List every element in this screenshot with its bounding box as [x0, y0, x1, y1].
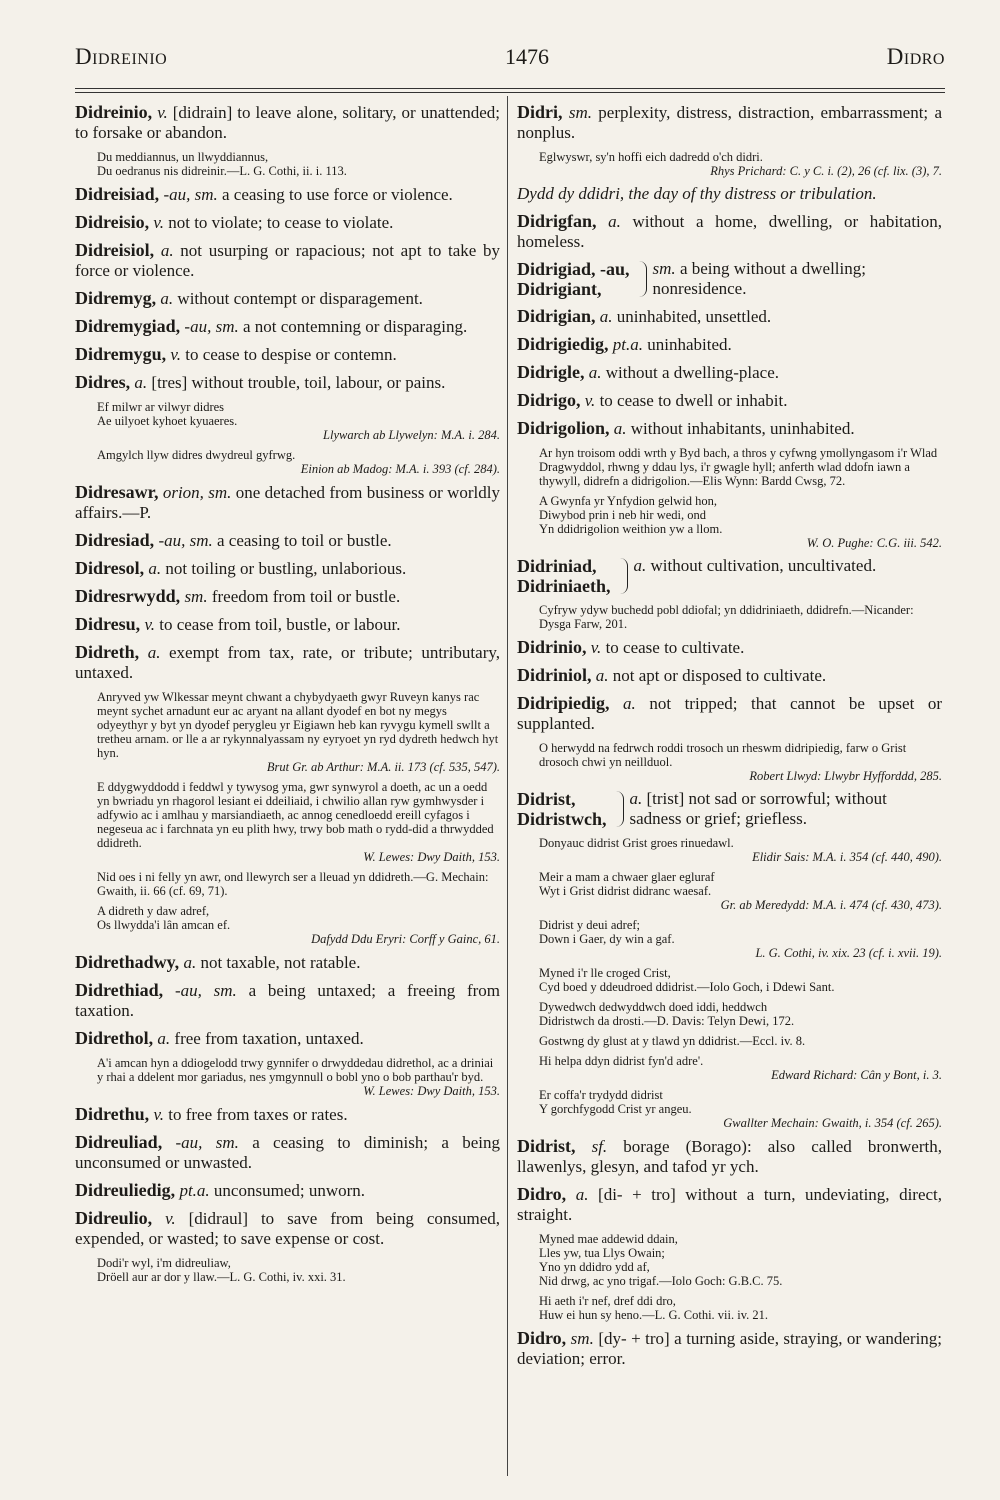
quote-line: Dodi'r wyl, i'm didreuliaw,: [97, 1256, 231, 1270]
grammar: v.: [157, 103, 168, 122]
definition: to cease to cultivate.: [605, 638, 745, 657]
entry: [75, 642, 500, 683]
page-number: 1476: [504, 44, 549, 69]
entry: [517, 665, 942, 686]
grammar: pt.a.: [179, 1181, 210, 1200]
entry: [75, 1028, 500, 1049]
definition: a ceasing to diminish; a being unconsumed or unwasted.: [75, 1133, 500, 1172]
headword: Didresu,: [75, 614, 141, 634]
headword: Didreinio,: [75, 102, 153, 122]
quote-line: Hi helpa ddyn didrist fyn'd adre'.: [539, 1054, 704, 1068]
headword: Didriniaeth,: [517, 576, 611, 596]
definition: not apt or disposed to cultivate.: [612, 666, 827, 685]
grammar: sm.: [184, 587, 208, 606]
grammar: a.: [629, 789, 643, 808]
definition: not to violate; to cease to violate.: [168, 213, 394, 232]
quote-line: Didrist y deui adref;: [539, 918, 641, 932]
entry: [75, 1208, 500, 1249]
quote-line: Ae uilyoet kyhoet kyuaeres.: [97, 414, 238, 428]
headword: Didresawr,: [75, 482, 159, 502]
entry: [517, 102, 942, 143]
headword: Didriniol,: [517, 665, 592, 685]
paired-entry: [517, 556, 942, 596]
quote-source: Dafydd Ddu Eryri: Corff y Gainc, 61.: [311, 932, 500, 946]
quote-source: L. G. Cothi, iv. xix. 23 (cf. i. xvii. 19).: [755, 946, 942, 960]
definition: freedom from toil or bustle.: [211, 587, 401, 606]
headword: Didrethadwy,: [75, 952, 180, 972]
entry: [75, 1180, 500, 1201]
definition: without inhabitants, uninhabited.: [630, 419, 855, 438]
quotation: [97, 400, 500, 442]
entry: [75, 344, 500, 365]
quote-line: Diwybod prin i neb hir wedi, ond: [539, 508, 706, 522]
quote-source: Elidir Sais: M.A. i. 354 (cf. 440, 490).: [752, 850, 942, 864]
definition: a being untaxed; a freeing from taxation.: [75, 981, 500, 1020]
brace: [611, 791, 624, 827]
quote-line: Myned i'r lle croged Crist,: [539, 966, 671, 980]
grammar: a.: [134, 373, 148, 392]
quote-source: W. Lewes: Dwy Daith, 153.: [363, 850, 500, 864]
quote-line: Eglwyswr, sy'n hoffi eich dadredd o'ch didri.: [539, 150, 763, 164]
grammar: v.: [584, 391, 596, 410]
quote-text: E ddygwyddodd i feddwl y tywysog yma, gwr synwyrol a doeth, ac un a oedd yn bwriadu yn rhagorol lesiant ei ddeiliaid, i chwilio allan ryw gymhwysder i adfywio ac i amlhau y marsiandiaeth, ac annog cenedloedd ereill cyfagos i negeseua ac i farchnata yn eu plith hwy, trwy bob math o rydd-did a thrwydded ddidreth.: [97, 780, 494, 850]
quote-source: W. O. Pughe: C.G. iii. 542.: [806, 536, 942, 550]
headword: Didrethol,: [75, 1028, 154, 1048]
headword: Didremygiad,: [75, 316, 181, 336]
definition: to cease to despise or contemn.: [185, 345, 397, 364]
grammar: a.: [157, 1029, 171, 1048]
headword: Didrigle,: [517, 362, 585, 382]
grammar: a.: [595, 666, 609, 685]
definition: borage (Borago): also called bronwerth, llawenlys, glesyn, and tafod yr ych.: [517, 1137, 942, 1176]
definition: [trist] not sad or sorrowful; without sadness or grief; griefless.: [629, 789, 887, 828]
quote-line: Yno yn ddidro ydd af,: [539, 1260, 650, 1274]
headword: Didriniad,: [517, 556, 597, 576]
entry: [517, 390, 942, 411]
quotation: [539, 1000, 942, 1028]
grammar: v.: [144, 615, 155, 634]
quote-line: Y gorchfygodd Crist yr angeu.: [539, 1102, 692, 1116]
grammar: a.: [599, 307, 613, 326]
entry: [75, 952, 500, 973]
grammar: a.: [148, 559, 162, 578]
quotation: [539, 836, 942, 864]
headword: Didro,: [517, 1184, 567, 1204]
quote-line: Down i Gaer, dy win a gaf.: [539, 932, 675, 946]
quote-text: A'i amcan hyn a ddiogelodd trwy gynnifer o drwyddedau didrethol, ac a driniai y rhai a ddelent mor gariadus, nes ymgynnull o bobl yno o bob parthau'r byd.: [97, 1056, 494, 1084]
quote-source: W. Lewes: Dwy Daith, 153.: [363, 1084, 500, 1098]
entry: [75, 1104, 500, 1125]
entry: [75, 184, 500, 205]
definition: a being without a dwelling; nonresidence.: [652, 259, 866, 298]
definition: to cease from toil, bustle, or labour.: [159, 615, 401, 634]
quote-text: Ar hyn troisom oddi wrth y Byd bach, a thros y cyfwng ymollyngasom i'r Wlad Dragwyddol, rhwng y ddau lys, i'r gwagle hyll; anferth wlad ddofn iawn a thywyll, didrefn a didrigolion.—Elis Wynn: Bardd Cwsg, 72.: [539, 446, 938, 488]
quote-line: Lles yw, tua Llys Owain;: [539, 1246, 665, 1260]
entry: [75, 372, 500, 393]
grammar: -au, sm.: [175, 1133, 239, 1152]
quote-line: Dröell aur ar dor y llaw.—L. G. Cothi, iv. xxi. 31.: [97, 1270, 346, 1284]
grammar: a.: [633, 556, 647, 575]
headword: Didreuliad,: [75, 1132, 163, 1152]
quote-line: Dywedwch dedwyddwch doed iddi, heddwch: [539, 1000, 768, 1014]
quotation: [539, 870, 942, 912]
grammar: v.: [590, 638, 602, 657]
definition: without a home, dwelling, or habitation, homeless.: [517, 212, 942, 251]
headword: Didresol,: [75, 558, 145, 578]
entry: [517, 637, 942, 658]
headword: Didri,: [517, 102, 563, 122]
quotation: [97, 690, 500, 774]
left-column: [75, 102, 500, 1477]
paired-entry: [517, 259, 942, 299]
entry: [75, 288, 500, 309]
quote-source: Rhys Prichard: C. y C. i. (2), 26 (cf. lix. (3), 7.: [710, 164, 942, 178]
definition: not usurping or rapacious; not apt to take by force or violence.: [75, 241, 500, 280]
quotation: [97, 150, 500, 178]
quote-source: Edward Richard: Cân y Bont, i. 3.: [771, 1068, 942, 1082]
entry: [75, 102, 500, 143]
quote-line: Meir a mam a chwaer glaer egluraf: [539, 870, 715, 884]
quote-line: Amgylch llyw didres dwydreul gyfrwg.: [97, 448, 296, 462]
quotation: [539, 1034, 942, 1048]
definition: without cultivation, uncultivated.: [650, 556, 877, 575]
grammar: sm.: [570, 1329, 594, 1348]
definition: [dy- + tro] a turning aside, straying, or wandering; deviation; error.: [517, 1329, 942, 1368]
grammar: a.: [623, 694, 636, 713]
quote-source: Brut Gr. ab Arthur: M.A. ii. 173 (cf. 535, 547).: [266, 760, 500, 774]
entry: [75, 558, 500, 579]
definition: to cease to dwell or inhabit.: [599, 391, 788, 410]
quote-line: Wyt i Grist didrist didranc waesaf.: [539, 884, 712, 898]
headword: Didrigiant,: [517, 279, 602, 299]
quotation: [97, 1256, 500, 1284]
definition: one detached from business or worldly affairs.—P.: [75, 483, 500, 522]
quote-source: Llywarch ab Llywelyn: M.A. i. 284.: [323, 428, 500, 442]
quotation: [539, 741, 942, 783]
headword: Didreth,: [75, 642, 140, 662]
grammar: a.: [608, 212, 621, 231]
quotation: [539, 1294, 942, 1322]
entry: [517, 1184, 942, 1225]
entry: [517, 334, 942, 355]
definition: exempt from tax, rate, or tribute; untributary, untaxed.: [75, 643, 500, 682]
running-head: [75, 44, 945, 78]
quote-line: Huw ei hun sy heno.—L. G. Cothi. vii. iv. 21.: [539, 1308, 769, 1322]
definition: not tripped; that cannot be upset or supplanted.: [517, 694, 942, 733]
grammar: v.: [165, 1209, 176, 1228]
definition: [tres] without trouble, toil, labour, or pains.: [151, 373, 446, 392]
quote-text: Nid oes i ni felly yn awr, ond llewyrch ser a lleuad yn ddidreth.—G. Mechain: Gwaith, ii. 66 (cf. 69, 71).: [97, 870, 489, 898]
quote-line: Yn ddidrigolion weithion yw a llom.: [539, 522, 723, 536]
quotation: [539, 494, 942, 550]
entry: [75, 1132, 500, 1173]
quotation: [539, 918, 942, 960]
entry: [75, 316, 500, 337]
grammar: a.: [613, 419, 627, 438]
entry: [517, 184, 942, 204]
quote-line: Didristwch da drosti.—D. Davis: Telyn Dewi, 172.: [539, 1014, 795, 1028]
quote-text: O herwydd na fedrwch roddi trosoch un rheswm didripiedig, farw o Grist drosoch chwi yn neillduol.: [539, 741, 907, 769]
quote-source: Gr. ab Meredydd: M.A. i. 474 (cf. 430, 473).: [720, 898, 942, 912]
grammar: sm.: [652, 259, 676, 278]
grammar: sm.: [568, 103, 592, 122]
grammar: -au, sm.: [184, 317, 239, 336]
entry: [517, 418, 942, 439]
headword: Didrigolion,: [517, 418, 610, 438]
definition: not toiling or bustling, unlaborious.: [165, 559, 407, 578]
quote-line: Myned mae addewid ddain,: [539, 1232, 678, 1246]
quote-line: Donyauc didrist Grist groes rinuedawl.: [539, 836, 734, 850]
headword: Didresrwydd,: [75, 586, 181, 606]
entry: [75, 240, 500, 281]
quotation: [539, 603, 942, 631]
headword: Didreuliedig,: [75, 1180, 176, 1200]
headword: Didrist,: [517, 789, 576, 809]
definition: without a dwelling-place.: [605, 363, 780, 382]
quotation: [97, 448, 500, 476]
entry: [517, 1328, 942, 1369]
definition: unconsumed; unworn.: [213, 1181, 366, 1200]
entry: [75, 482, 500, 523]
definition: not taxable, not ratable.: [200, 953, 361, 972]
header-rule: [75, 88, 945, 89]
headword: Didripiedig,: [517, 693, 610, 713]
quote-line: Ef milwr ar vilwyr didres: [97, 400, 225, 414]
definition: uninhabited.: [647, 335, 732, 354]
headword: Didremygu,: [75, 344, 167, 364]
headword: Didremyg,: [75, 288, 157, 308]
grammar: v.: [170, 345, 181, 364]
grammar: a.: [575, 1185, 589, 1204]
entry: [75, 586, 500, 607]
quote-line: Hi aeth i'r nef, dref ddi dro,: [539, 1294, 676, 1308]
brace: [634, 261, 647, 297]
entry: [517, 211, 942, 252]
quote-text: Cyfryw ydyw buchedd pobl ddiofal; yn ddidriniaeth, ddidrefn.—Nicander: Dysga Farw, 201.: [539, 603, 914, 631]
grammar: a.: [588, 363, 602, 382]
grammar: -au, sm.: [158, 531, 213, 550]
grammar: sf.: [591, 1137, 608, 1156]
quotation: [539, 446, 942, 488]
headword: Didresiad,: [75, 530, 155, 550]
definition: to free from taxes or rates.: [168, 1105, 348, 1124]
grammar: v.: [153, 213, 164, 232]
grammar: -au, sm.: [174, 981, 237, 1000]
grammar: a.: [160, 241, 174, 260]
quotation: [539, 966, 942, 994]
entry: [517, 1136, 942, 1177]
quotation: [97, 1056, 500, 1098]
grammar: v.: [153, 1105, 164, 1124]
entry: [517, 693, 942, 734]
definition: [didrain] to leave alone, solitary, or unattended; to forsake or abandon.: [75, 103, 500, 142]
quote-source: Robert Llwyd: Llwybr Hyfforddd, 285.: [749, 769, 942, 783]
running-head-right: Didro: [886, 44, 945, 69]
quotation: [539, 150, 942, 178]
entry: [75, 530, 500, 551]
headword: Didrigiad, -au,: [517, 259, 630, 279]
quote-line: Er coffa'r trydydd didrist: [539, 1088, 663, 1102]
entry: [75, 980, 500, 1021]
quotation: [539, 1054, 942, 1082]
quote-source: Gwallter Mechain: Gwaith, i. 354 (cf. 265).: [723, 1116, 942, 1130]
definition: a not contemning or disparaging.: [242, 317, 468, 336]
quote-source: Einion ab Madog: M.A. i. 393 (cf. 284).: [300, 462, 500, 476]
grammar: a.: [147, 643, 161, 662]
entry: [75, 212, 500, 233]
headword: Didrigiedig,: [517, 334, 609, 354]
definition: without contempt or disparagement.: [177, 289, 423, 308]
quote-line: A Gwynfa yr Ynfydion gelwid hon,: [539, 494, 717, 508]
quote-line: Gostwng dy glust at y tlawd yn ddidrist.—Eccl. iv. 8.: [539, 1034, 806, 1048]
quote-line: Du oedranus nis didreinir.—L. G. Cothi, ii. i. 113.: [97, 164, 347, 178]
quote-line: Nid drwg, ac yno trigaf.—Iolo Goch: G.B.C. 75.: [539, 1274, 783, 1288]
entry: [517, 362, 942, 383]
grammar: -au, sm.: [163, 185, 218, 204]
quotation: [97, 780, 500, 864]
column-divider: [507, 96, 508, 1476]
headword: Didrethu,: [75, 1104, 150, 1124]
definition: a ceasing to toil or bustle.: [217, 531, 392, 550]
quotation: [97, 870, 500, 898]
definition: perplexity, distress, distraction, embarrassment; a nonplus.: [517, 103, 942, 142]
headword: Didristwch,: [517, 809, 607, 829]
quote-line: Cyd boed y ddeudroed ddidrist.—Iolo Goch, i Ddewi Sant.: [539, 980, 835, 994]
grammar: orion, sm.: [162, 483, 232, 502]
right-column: [517, 102, 942, 1477]
phrase: Dydd dy ddidri, the day of thy distress or tribulation.: [517, 184, 877, 203]
quote-line: Os llwydda'i lân amcan ef.: [97, 918, 231, 932]
headword: Didro,: [517, 1328, 567, 1348]
headword: Didrethiad,: [75, 980, 164, 1000]
headword: Didreisio,: [75, 212, 150, 232]
paired-entry: [517, 789, 942, 829]
headword: Didreulio,: [75, 1208, 153, 1228]
definition: free from taxation, untaxed.: [174, 1029, 364, 1048]
quotation: [539, 1088, 942, 1130]
headword: Didres,: [75, 372, 131, 392]
brace: [615, 558, 628, 594]
definition: [di- + tro] without a turn, undeviating, direct, straight.: [517, 1185, 942, 1224]
headword: Didreisiol,: [75, 240, 155, 260]
definition: a ceasing to use force or violence.: [222, 185, 453, 204]
headword: Didrigo,: [517, 390, 581, 410]
definition: [didraul] to save from being consumed, expended, or wasted; to save expense or cost.: [75, 1209, 500, 1248]
header-rule-lower: [75, 92, 945, 93]
grammar: a.: [183, 953, 197, 972]
entry: [75, 614, 500, 635]
grammar: pt.a.: [612, 335, 643, 354]
quote-text: Anryved yw Wlkessar meynt chwant a chybydyaeth gwyr Ruveyn kanys rac meynt sychet arnadunt eur ac aryant na allant dyodef en bot ny megys odyeythyr y byt yn dyodef perygleu yr Eigiawn heb kan ryvygu kymell swllt a tretheu arnam. or lle a ar rykynnalyassam ny eyryoet yn ryd dydreth hedwch hyt hyn.: [97, 690, 499, 760]
headword: Didrigfan,: [517, 211, 597, 231]
quote-line: Du meddiannus, un llwyddiannus,: [97, 150, 269, 164]
definition: uninhabited, unsettled.: [616, 307, 772, 326]
entry: [517, 306, 942, 327]
headword: Didreisiad,: [75, 184, 160, 204]
headword: Didrigian,: [517, 306, 596, 326]
quotation: [539, 1232, 942, 1288]
quotation: [97, 904, 500, 946]
grammar: a.: [160, 289, 174, 308]
running-head-left: Didreinio: [75, 44, 168, 69]
headword: Didrinio,: [517, 637, 587, 657]
headword: Didrist,: [517, 1136, 576, 1156]
quote-line: A didreth y daw adref,: [97, 904, 210, 918]
